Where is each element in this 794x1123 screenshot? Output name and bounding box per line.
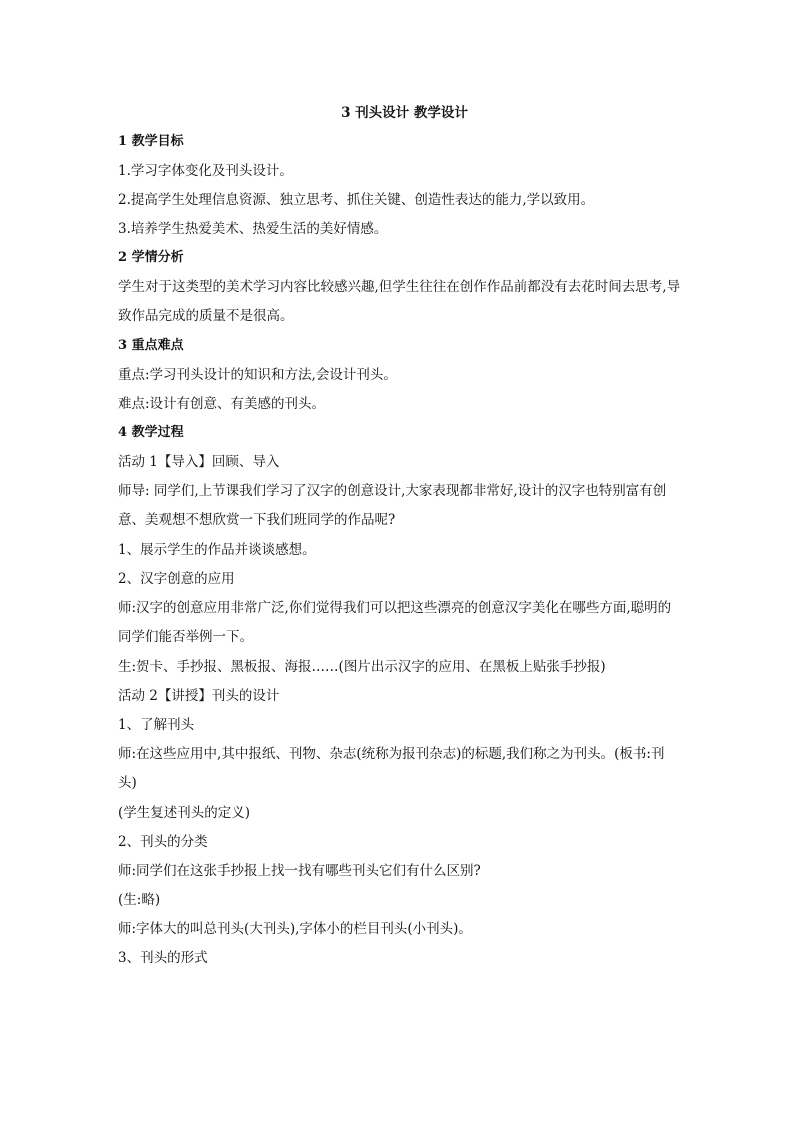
process-item: 师:同学们在这张手抄报上找一找有哪些刊头它们有什么区别? [118, 863, 481, 879]
process-item: (生:略) [118, 892, 161, 908]
process-item: 生:贺卡、手抄报、黑板报、海报……(图片出示汉字的应用、在黑板上贴张手抄报) [118, 659, 606, 675]
document-title: 3 刊头设计 教学设计 [341, 105, 468, 121]
objective-item: 2.提高学生处理信息资源、独立思考、抓住关键、创造性表达的能力,学以致用。 [118, 192, 595, 208]
teacher-paragraph: 师:在这些应用中,其中报纸、刊物、杂志(统称为报刊杂志)的标题,我们称之为刊头。(板书:刊头) [118, 746, 665, 791]
process-item: 1、了解刊头 [118, 717, 195, 733]
key-point-item: 难点:设计有创意、有美感的刊头。 [118, 396, 326, 412]
section-heading: 2 学情分析 [118, 250, 184, 265]
section-heading: 3 重点难点 [118, 338, 184, 353]
teacher-paragraph: 师导: 同学们,上节课我们学习了汉字的创意设计,大家表现都非常好,设计的汉字也特别富有创意、美观想不想欣赏一下我们班同学的作品呢? [118, 483, 667, 528]
activity-heading: 活动 1【导入】回顾、导入 [118, 454, 280, 470]
process-item: 3、刊头的形式 [118, 950, 208, 966]
objective-item: 3.培养学生热爱美术、热爱生活的美好情感。 [118, 221, 388, 237]
process-item: 2、汉字创意的应用 [118, 571, 235, 587]
section-heading: 4 教学过程 [118, 425, 184, 440]
process-item: 师:字体大的叫总刊头(大刊头),字体小的栏目刊头(小刊头)。 [118, 921, 472, 937]
activity-heading: 活动 2【讲授】刊头的设计 [118, 688, 280, 704]
process-item: (学生复述刊头的定义) [118, 805, 251, 821]
section-heading: 1 教学目标 [118, 134, 184, 149]
analysis-paragraph: 学生对于这类型的美术学习内容比较感兴趣,但学生往往在创作作品前都没有去花时间去思考,导致作品完成的质量不是很高。 [118, 279, 681, 324]
key-point-item: 重点:学习刊头设计的知识和方法,会设计刊头。 [118, 367, 397, 383]
process-item: 1、展示学生的作品并谈谈感想。 [118, 542, 316, 558]
document-body [118, 103, 683, 977]
process-item: 2、刊头的分类 [118, 834, 208, 850]
teacher-paragraph: 师:汉字的创意应用非常广泛,你们觉得我们可以把这些漂亮的创意汉字美化在哪些方面,聪明的同学们能否举例一下。 [118, 600, 672, 645]
objective-item: 1.学习字体变化及刊头设计。 [118, 163, 293, 179]
